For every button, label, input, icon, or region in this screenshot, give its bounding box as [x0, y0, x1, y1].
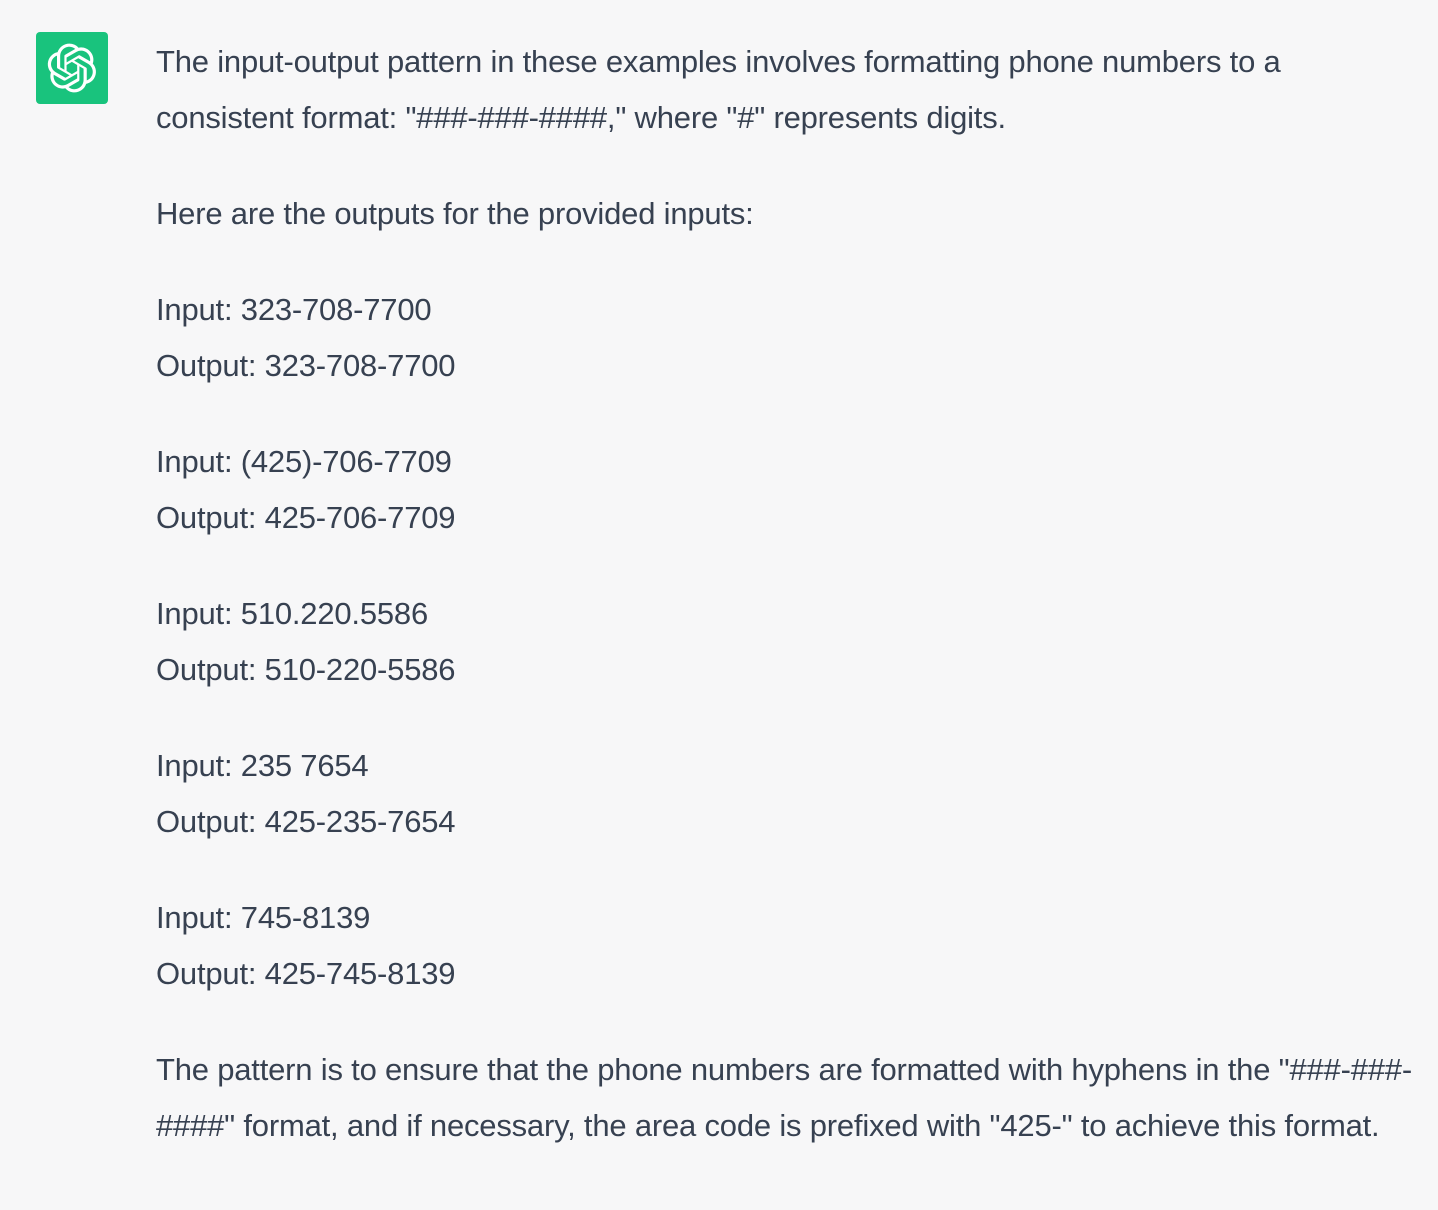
example-block	[156, 434, 1418, 546]
lead-paragraph: Here are the outputs for the provided inputs:	[156, 196, 754, 231]
example-output: Output: 425-706-7709	[156, 500, 456, 535]
openai-logo-icon	[47, 43, 97, 93]
example-input: Input: 510.220.5586	[156, 596, 429, 631]
example-input: Input: (425)-706-7709	[156, 444, 452, 479]
example-block	[156, 890, 1418, 1002]
example-output: Output: 323-708-7700	[156, 348, 456, 383]
example-input: Input: 235 7654	[156, 748, 369, 783]
message-content	[156, 34, 1418, 1154]
intro-paragraph: The input-output pattern in these examples involves formatting phone numbers to a consistent format: "###-###-####," where "#" represents digits.	[156, 44, 1281, 135]
example-block	[156, 738, 1418, 850]
example-output: Output: 510-220-5586	[156, 652, 456, 687]
example-output: Output: 425-745-8139	[156, 956, 456, 991]
example-output: Output: 425-235-7654	[156, 804, 456, 839]
example-block	[156, 586, 1418, 698]
example-input: Input: 745-8139	[156, 900, 371, 935]
example-input: Input: 323-708-7700	[156, 292, 432, 327]
conclusion-paragraph: The pattern is to ensure that the phone numbers are formatted with hyphens in the "###-###-####" format, and if necessary, the area code is prefixed with "425-" to achieve this format.	[156, 1052, 1412, 1143]
assistant-avatar	[36, 32, 108, 104]
example-block	[156, 282, 1418, 394]
